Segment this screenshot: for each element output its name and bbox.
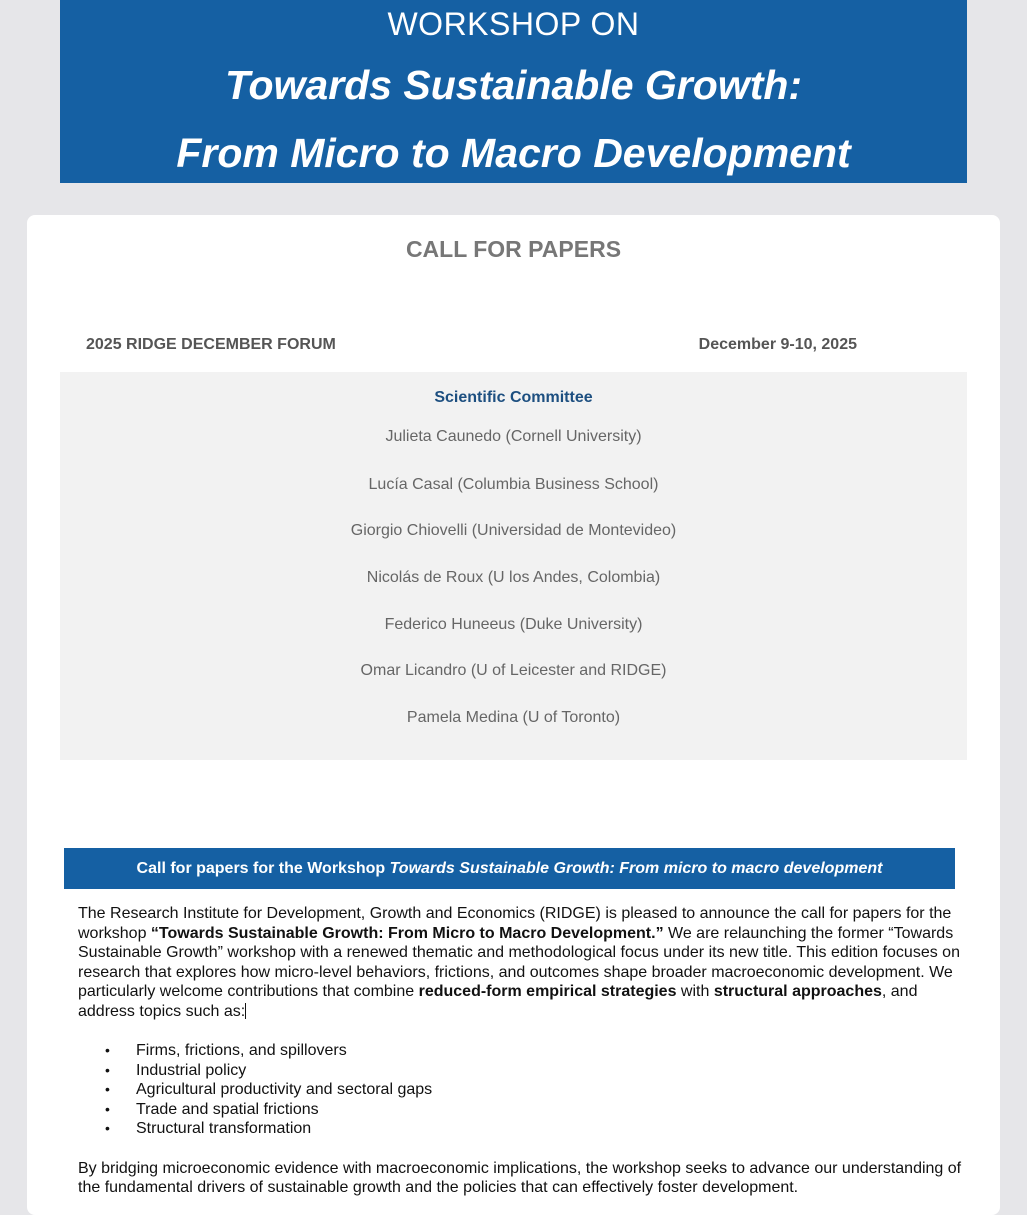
list-item: • Industrial policy (78, 1061, 968, 1081)
forum-date: December 9-10, 2025 (698, 336, 857, 353)
closing-paragraph: By bridging microeconomic evidence with macroeconomic implications, the workshop seeks to advance our understanding of the fundamental drivers of sustainable growth and the policies that can effectively foster development. (78, 1159, 962, 1196)
section-header-italic: Towards Sustainable Growth: From micro to macro development (389, 860, 883, 877)
intro-bold-title: “Towards Sustainable Growth: From Micro to Macro Development.” (150, 924, 664, 942)
section-header-prefix: Call for papers for the Workshop (136, 860, 390, 877)
list-item: • Firms, frictions, and spillovers (78, 1041, 968, 1061)
intro-text-4: , and address topics such as: (78, 983, 918, 1020)
committee-heading: Scientific Committee (434, 389, 593, 406)
list-item: • Structural transformation (78, 1119, 968, 1139)
call-body (78, 904, 968, 1198)
banner-title-line1: Towards Sustainable Growth: (224, 62, 803, 108)
intro-text-3: with (676, 983, 714, 1000)
content-card (27, 215, 1000, 1215)
intro-bold-reduced-form: reduced-form empirical strategies (418, 983, 677, 1000)
forum-name: 2025 RIDGE DECEMBER FORUM (86, 336, 336, 353)
banner-title-line2: From Micro to Macro Development (176, 130, 851, 176)
list-item: • Agricultural productivity and sectoral gaps (78, 1080, 968, 1100)
committee-member: Federico Huneeus (Duke University) (384, 616, 643, 633)
committee-member: Nicolás de Roux (U los Andes, Colombia) (366, 569, 661, 586)
scientific-committee-panel (60, 372, 967, 760)
committee-member: Julieta Caunedo (Cornell University) (385, 428, 642, 445)
call-for-papers-heading: CALL FOR PAPERS (405, 236, 622, 262)
topics-list (78, 1041, 968, 1139)
committee-member: Pamela Medina (U of Toronto) (406, 709, 621, 726)
committee-member: Giorgio Chiovelli (Universidad de Montevideo) (350, 522, 677, 539)
banner-pretitle: WORKSHOP ON (387, 6, 640, 42)
list-item: • Trade and spatial frictions (78, 1100, 968, 1120)
intro-text-1: The Research Institute for Development, Growth and Economics (RIDGE) is pleased to announce the call for papers for the workshop (78, 905, 952, 942)
intro-paragraph (78, 904, 968, 1021)
committee-member: Lucía Casal (Columbia Business School) (368, 476, 659, 493)
text-cursor (245, 1003, 246, 1019)
committee-member: Omar Licandro (U of Leicester and RIDGE) (360, 662, 667, 679)
intro-text-2: We are relaunching the former “Towards Sustainable Growth” workshop with a renewed thematic and methodological focus under its new title. This edition focuses on research that explores how micro-level behaviors, frictions, and outcomes shape broader macroeconomic development. We particularly welcome contributions that combine (78, 924, 960, 1000)
section-header-bar (64, 848, 955, 889)
header-banner (60, 0, 967, 183)
intro-bold-structural: structural approaches (713, 983, 882, 1000)
